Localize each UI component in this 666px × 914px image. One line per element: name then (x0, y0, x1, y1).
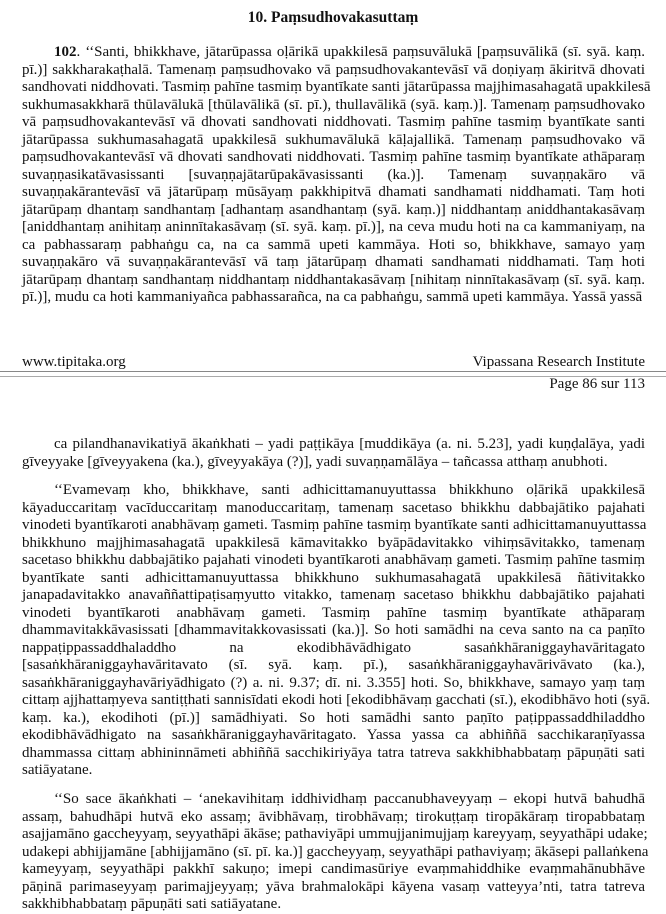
footer-website: www.tipitaka.org (22, 354, 126, 370)
text-line: pāṇinā parimaseyyaṃ parimajjeyyaṃ; yāva brahmalokāpi kāyena vasaṃ vatteyya’nti, tatra tatreva (22, 878, 645, 895)
text-line: vinodeti byantīkaroti anabhāvaṃ gameti. Tasmiṃ pahīne tasmiṃ byantīkate athāparaṃ (22, 604, 645, 621)
text-line: udakepi abhijjamāne [abhijjamāno (sī. pī. ka.)] gaccheyyaṃ, seyyathāpi pathaviyaṃ; ākāsepi pallaṅkena (22, 843, 649, 860)
text-line: sakkhibhabbataṃ pāpuṇāti sati satiāyatane. (22, 896, 282, 912)
text-line: ekodibhāvādhigato na sasaṅkhāraniggayhavāritagato. Yassa yassa ca abhiññā sacchikaraṇīyassa (22, 727, 645, 743)
page-divider (0, 371, 666, 372)
text-line: gīveyyake [gīveyyakena (ka.), gīveyyakāya (?)], yadi suvaṇṇamālāya – tañcassa atthaṃ anubhoti. (22, 453, 608, 470)
footer-publisher: Vipassana Research Institute (472, 354, 645, 370)
text-line: janapadavitakko anavaññattipaṭisaṃyutto vitakko, tamenaṃ sacetaso bhikkhu dabbajātiko pajahati (22, 587, 645, 603)
page-number: Page 86 sur 113 (549, 376, 645, 392)
text-line: sandhovati niddhovati. Tasmiṃ pahīne tasmiṃ byantīkate santi jātarūpassa majjhimasahagatā upakkilesā (22, 79, 651, 95)
text-line: jātarūpaṃ dhantaṃ sandhantaṃ niddhantaṃ niddhantakasāvaṃ [nihitaṃ ninnītakasāvaṃ (sī. syā. kaṃ. (22, 271, 645, 288)
text-line: jātarūpaṃ dhantaṃ sandhantaṃ [adhantaṃ asandhantaṃ (syā. kaṃ.)] niddhantaṃ aniddhantakasāvaṃ (22, 201, 645, 218)
text-line: dhammassa cittaṃ abhininnāmeti abhiññā sacchikiriyāya tatra tatreva sakkhibhabbataṃ pāpuṇāti sati (22, 744, 645, 761)
sutta-title: 10. Paṃsudhovakasuttaṃ (247, 9, 419, 26)
text-line: 102. ‘‘Santi, bhikkhave, jātarūpassa oḷārikā upakkilesā paṃsuvālukā [paṃsuvālikā (sī. syā. kaṃ. (54, 44, 645, 60)
paragraph-number: 102 (54, 44, 77, 60)
text-line: cittaṃ ajjhattaṃyeva santiṭṭhati sannisīdati ekodi hoti [ekodibhāvaṃ gacchati (sī.), ekodibhāvo hoti (syā. (22, 692, 651, 708)
text-line: kaṃ. ka.), ekodihoti (pī.)] samādhiyati. So hoti samādhi santo paṇīto paṭippassaddhiladdho (22, 709, 645, 726)
text-line: ca pabhassaraṃ pabhaṅgu ca, na ca sammā upeti kammāya. Hoti so, bhikkhave, samayo yaṃ (22, 236, 645, 253)
text-line: ‘‘Evamevaṃ kho, bhikkhave, santi adhicittamanuyuttassa bhikkhuno oḷārikā upakkilesā (54, 482, 645, 498)
text-line: suvaṇṇakāro vā suvaṇṇakārantevāsī vā taṃ jātarūpaṃ dhamati sandhamati niddhamati. Taṃ hoti (22, 254, 645, 270)
text-line: [sasaṅkhāraniggayhavāritavato (sī. syā. kaṃ. pī.), sasaṅkhāraniggayhavārivāvato (ka.), (22, 657, 645, 673)
text-line: jātarūpassa sukhumasahagatā upakkilesā sukhumavālukā kāḷajallikā. Tamenaṃ paṃsudhovako vā (22, 131, 645, 148)
page1-paragraph (22, 44, 651, 307)
text-line: sacetaso bhikkhu dabbajātiko pajahati vinodeti byantīkaroti anabhāvaṃ gameti. Tasmiṃ pahīne tasmiṃ (22, 552, 645, 568)
page2-paragraph (22, 436, 645, 471)
text-line: suvaṇṇakārantevāsī vā jātarūpaṃ mūsāyaṃ pakkhipitvā dhamati sandhamati niddhamati. Taṃ hoti (22, 184, 645, 200)
text-line: paṃsudhovakantevāsī vā dhovati sandhovati niddhovati. Tasmiṃ pahīne tasmiṃ byantīkate athāparaṃ (22, 149, 645, 165)
text-line: vinodeti byantīkaroti anabhāvaṃ gameti. Tasmiṃ pahīne tasmiṃ byantīkate santi adhicittamanuyuttassa (22, 517, 647, 533)
text-line: sasaṅkhāraniggayhavāriyādhigato (?) a. ni. 9.37; dī. ni. 3.355] hoti. So, bhikkhave, samayo yaṃ taṃ (22, 674, 645, 691)
page2-paragraph (22, 482, 651, 780)
text-line: kameyyaṃ, seyyathāpi pakkhī sakuṇo; imepi candimasūriye evaṃmahiddhike evaṃmahānubhāve (22, 861, 645, 877)
text-line: kāyaduccaritaṃ vacīduccaritaṃ manoduccaritaṃ, tamenaṃ sacetaso bhikkhu dabbajātiko pajahati (22, 499, 645, 516)
text-line: dhammavitakkāvasissati [dhammavitakkovasissati (ka.)]. So hoti samādhi na ceva santo na ca paṇīto (22, 622, 645, 638)
text-line: vā paṃsudhovakantevāsī vā dhovati sandhovati niddhovati. Tasmiṃ pahīne tasmiṃ byantīkate santi (22, 114, 645, 130)
text-line: byantīkate santi adhicittamanuyuttassa bhikkhuno sukhumasahagatā upakkilesā ñātivitakko (22, 569, 645, 586)
text-line: ca pilandhanavikatiyā ākaṅkhati – yadi paṭṭikāya [muddikāya (a. ni. 5.23], yadi kuṇḍalāya, yadi (54, 436, 645, 452)
text-line: sukhumasakkharā thūlavālukā [thūlavālikā (sī. pī.), thullavālikā (syā. kaṃ.)]. Tamenaṃ paṃsudhovako (22, 96, 645, 113)
text-line: [aniddhantaṃ anihitaṃ aninnītakasāvaṃ (sī. syā. kaṃ. pī.)], na ceva mudu hoti na ca kammaniyaṃ, na (22, 219, 645, 235)
text-line: ‘‘So sace ākaṅkhati – ‘anekavihitaṃ iddhividhaṃ paccanubhaveyyaṃ – ekopi hutvā bahudhā (54, 791, 645, 807)
page2-paragraph (22, 791, 649, 914)
text-line: nappaṭippassaddhaladdho na ekodibhāvādhigato sasaṅkhāraniggayhavāritagato (22, 639, 645, 656)
text-line: pī.)], mudu ca hoti kammaniyañca pabhassarañca, na ca pabhaṅgu, sammā upeti kammāya. Yassā yassā (22, 289, 643, 305)
text-line: assaṃ, bahudhāpi hutvā eko assaṃ; āvibhāvaṃ, tirobhāvaṃ; tirokuṭṭaṃ tiropākāraṃ tiropabbataṃ (22, 808, 645, 825)
text-line: pī.)] sakkharakaṭhalā. Tamenaṃ paṃsudhovako vā paṃsudhovakantevāsī vā doṇiyaṃ ākiritvā dhovati (22, 61, 645, 78)
text-line: satiāyatane. (22, 762, 93, 778)
text-line: bhikkhuno majjhimasahagatā upakkilesā kāmavitakko byāpādavitakko vihiṃsāvitakko, tamenaṃ (22, 534, 645, 551)
text-line: asajjamāno gaccheyyaṃ, seyyathāpi ākāse; pathaviyāpi ummujjanimujjaṃ kareyyaṃ, seyyathāpi udake; (22, 826, 648, 842)
text-line: suvaṇṇasikatāvasissanti [suvaṇṇajātarūpakāvasissanti (ka.)]. Tamenaṃ suvaṇṇakāro vā (22, 166, 645, 183)
